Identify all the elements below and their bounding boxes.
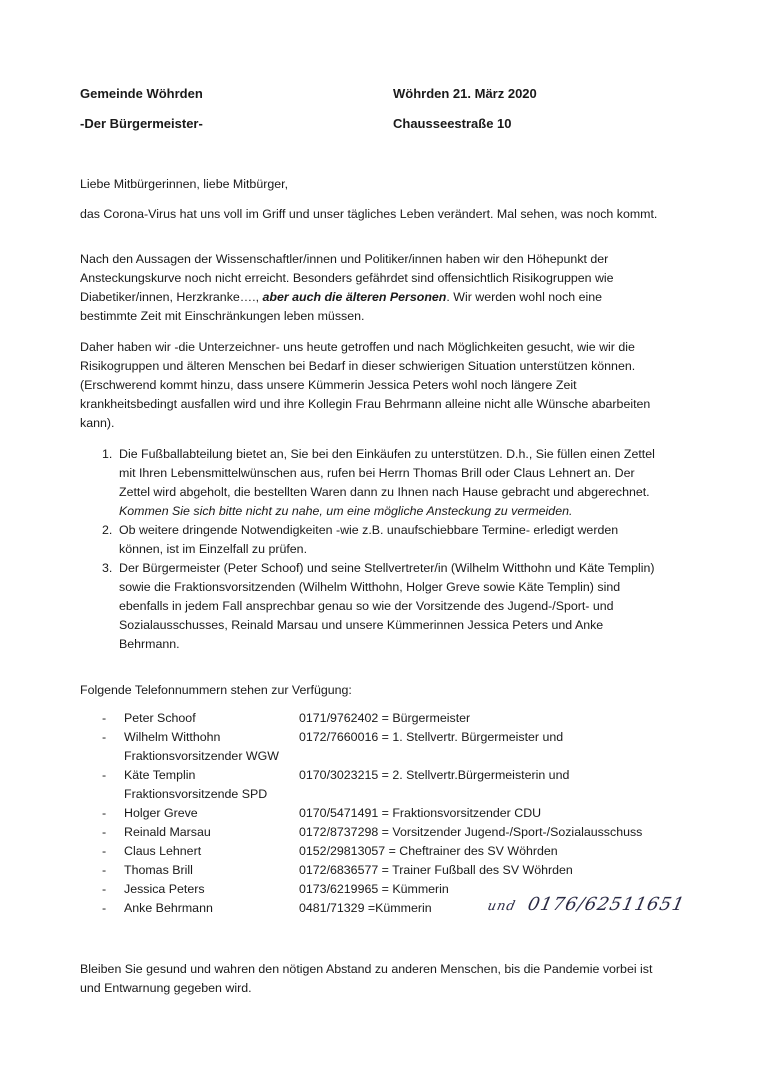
contact-name: Holger Greve xyxy=(124,806,198,820)
paragraph-meeting: Daher haben wir -die Unterzeichner- uns heute getroffen und nach Möglichkeiten gesucht, wie wir die Risikogruppen und älteren Menschen bei Bedarf in dieser schwierigen Situation unterstützen können. (Erschwerend kommt hinzu, dass unsere Kümmerin Jessica Peters wohl noch längere Zeit krankheitsbedingt ausfallen wird und ihre Kollegin Frau Behrmann alleine nicht alle Wünsche abarbeiten kann). xyxy=(80,340,651,430)
contact-name: Claus Lehnert xyxy=(124,844,202,858)
contact-info: 0172/8737298 = Vorsitzender Jugend-/Sport-/Sozialausschuss xyxy=(299,825,643,839)
address: Chausseestraße 10 xyxy=(393,116,512,131)
list-text: Ob weitere dringende Notwendigkeiten -wie z.B. unaufschiebbare Termine- erledigt werden können, ist im Einzelfall zu prüfen. xyxy=(119,523,619,556)
phone-intro: Folgende Telefonnummern stehen zur Verfügung: xyxy=(80,683,352,697)
place-date: Wöhrden 21. März 2020 xyxy=(393,86,537,101)
list-item xyxy=(80,445,660,521)
contact-info: 0152/29813057 = Cheftrainer des SV Wöhrden xyxy=(299,844,558,858)
paragraph-risk-emphasis: aber auch die älteren Personen xyxy=(262,290,447,304)
contact-name xyxy=(124,728,304,766)
dash: - xyxy=(102,844,107,858)
contact-name: Jessica Peters xyxy=(124,882,205,896)
paragraph-risk-tail: . Wir werden wohl noch eine bestimmte Zeit mit Einschränkungen leben müssen. xyxy=(80,290,603,323)
list-item xyxy=(80,559,660,654)
contact-name-line2: Fraktionsvorsitzender WGW xyxy=(124,749,279,763)
dash: - xyxy=(102,882,107,896)
dash: - xyxy=(102,825,107,839)
contact-info: 0171/9762402 = Bürgermeister xyxy=(299,711,471,725)
contact-name-line1: Käte Templin xyxy=(124,768,196,782)
municipality-name: Gemeinde Wöhrden xyxy=(80,86,203,101)
office-title: -Der Bürgermeister- xyxy=(80,116,203,131)
list-text: Der Bürgermeister (Peter Schoof) und seine Stellvertreter/in (Wilhelm Witthohn und Käte Templin) sowie die Fraktionsvorsitzenden (Wilhelm Witthohn, Holger Greve sowie Käte Templin) sind ebenfalls in jedem Fall ansprechbar genau so wie der Vorsitzende des Jugend-/Sport- und Sozialausschusses, Reinald Marsau und unsere Kümmerinnen Jessica Peters und Anke Behrmann. xyxy=(119,561,655,651)
measures-list xyxy=(80,445,660,654)
contact-name: Peter Schoof xyxy=(124,711,196,725)
handwritten-word: und xyxy=(485,899,518,914)
list-number: 3. xyxy=(102,561,113,575)
contact-name-line2: Fraktionsvorsitzende SPD xyxy=(124,787,268,801)
handwritten-number: 0176/62511651 xyxy=(525,894,687,915)
contact-info: 0172/7660016 = 1. Stellvertr. Bürgermeister und xyxy=(299,730,564,744)
contact-name: Reinald Marsau xyxy=(124,825,211,839)
paragraph-risk xyxy=(80,250,660,326)
list-number: 2. xyxy=(102,523,113,537)
handwritten-note xyxy=(486,894,687,915)
dash: - xyxy=(102,730,107,744)
contact-info: 0173/6219965 = Kümmerin xyxy=(299,882,449,896)
closing-paragraph: Bleiben Sie gesund und wahren den nötigen Abstand zu anderen Menschen, bis die Pandemie vorbei ist und Entwarnung gegeben wird. xyxy=(80,962,653,995)
list-emphasis: Kommen Sie sich bitte nicht zu nahe, um eine mögliche Ansteckung zu vermeiden. xyxy=(119,504,573,518)
contact-name: Anke Behrmann xyxy=(124,901,213,915)
dash: - xyxy=(102,806,107,820)
salutation: Liebe Mitbürgerinnen, liebe Mitbürger, xyxy=(80,177,289,191)
paragraph-risk-text: Nach den Aussagen der Wissenschaftler/innen und Politiker/innen haben wir den Höhepunkt der Ansteckungskurve noch nicht erreicht. Besonders gefährdet sind offensichtlich Risikogruppen wie Diabetiker/innen, Herzkranke…., xyxy=(80,252,614,304)
dash: - xyxy=(102,863,107,877)
dash: - xyxy=(102,711,107,725)
contact-name-line1: Wilhelm Witthohn xyxy=(124,730,221,744)
contact-info: 0170/3023215 = 2. Stellvertr.Bürgermeisterin und xyxy=(299,768,570,782)
contact-name: Thomas Brill xyxy=(124,863,193,877)
contact-info: 0172/6836577 = Trainer Fußball des SV Wöhrden xyxy=(299,863,573,877)
list-item xyxy=(80,521,660,559)
contact-name xyxy=(124,766,304,804)
list-number: 1. xyxy=(102,447,113,461)
contact-info: 0481/71329 =Kümmerin xyxy=(299,901,432,915)
list-text: Die Fußballabteilung bietet an, Sie bei den Einkäufen zu unterstützen. D.h., Sie füllen einen Zettel mit Ihren Lebensmittelwünschen aus, rufen bei Herrn Thomas Brill oder Claus Lehnert an. Der Zettel wird abgeholt, die bestellten Waren dann zu Ihnen nach Hause gebracht und abgerechnet. xyxy=(119,447,655,499)
contact-info: 0170/5471491 = Fraktionsvorsitzender CDU xyxy=(299,806,542,820)
dash: - xyxy=(102,901,107,915)
dash: - xyxy=(102,768,107,782)
paragraph-intro: das Corona-Virus hat uns voll im Griff und unser tägliches Leben verändert. Mal sehen, was noch kommt. xyxy=(80,207,658,221)
